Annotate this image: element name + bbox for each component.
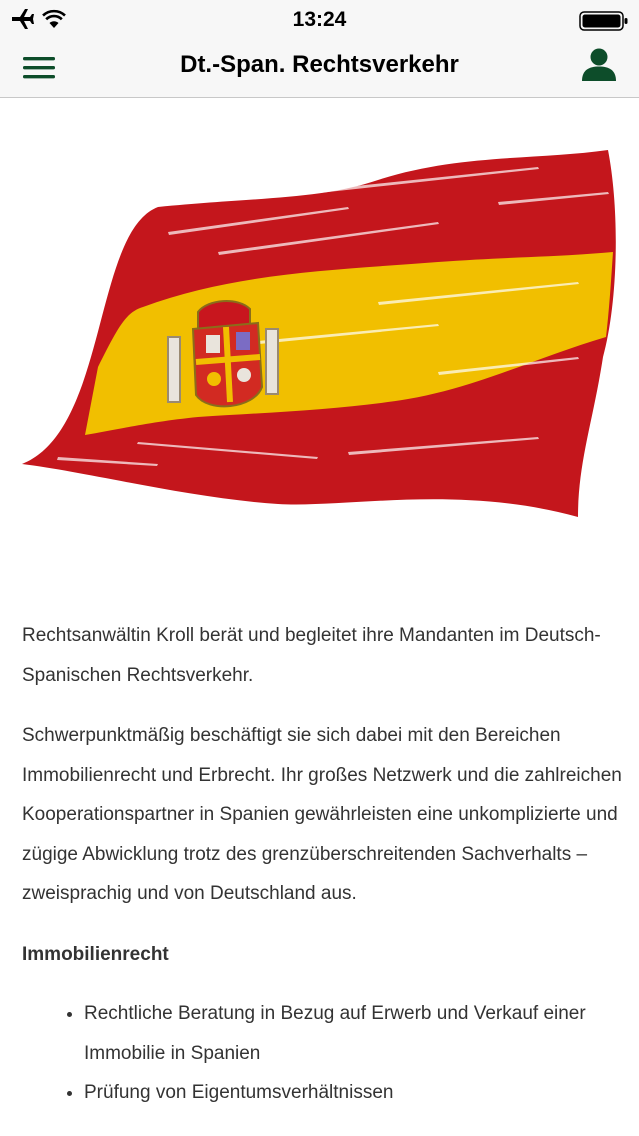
flag-illustration — [18, 112, 623, 532]
status-time: 13:24 — [292, 8, 347, 31]
intro-paragraph: Rechtsanwältin Kroll berät und begleitet ihre Mandanten im Deutsch-Spanischen Rechtsverkehr. — [22, 625, 601, 686]
nav-bar — [0, 40, 639, 98]
page-title: Dt.-Span. Rechtsverkehr — [180, 51, 459, 78]
list-item: • Prüfung von Eigentumsverhältnissen — [84, 1073, 622, 1113]
spanish-flag-image — [18, 112, 623, 532]
status-right-icons — [579, 10, 629, 37]
main-content — [22, 616, 622, 1113]
service-list — [22, 994, 622, 1113]
status-bar — [0, 0, 639, 40]
battery-icon — [579, 10, 629, 32]
section-heading: Immobilienrecht — [22, 943, 169, 965]
list-item: • Rechtliche Beratung in Bezug auf Erwerb und Verkauf einer Immobilie in Spanien — [84, 994, 622, 1073]
user-icon — [581, 46, 617, 84]
user-button[interactable] — [581, 46, 617, 84]
focus-paragraph: Schwerpunktmäßig beschäftigt sie sich dabei mit den Bereichen Immobilienrecht und Erbrecht. Ihr großes Netzwerk und die zahlreichen Kooperationspartner in Spanien gewährleisten eine unkomplizierte und zügige Abwicklung trotz des grenzüberschreitenden Sachverhalts – zweisprachig und von Deutschland aus. — [22, 725, 622, 904]
